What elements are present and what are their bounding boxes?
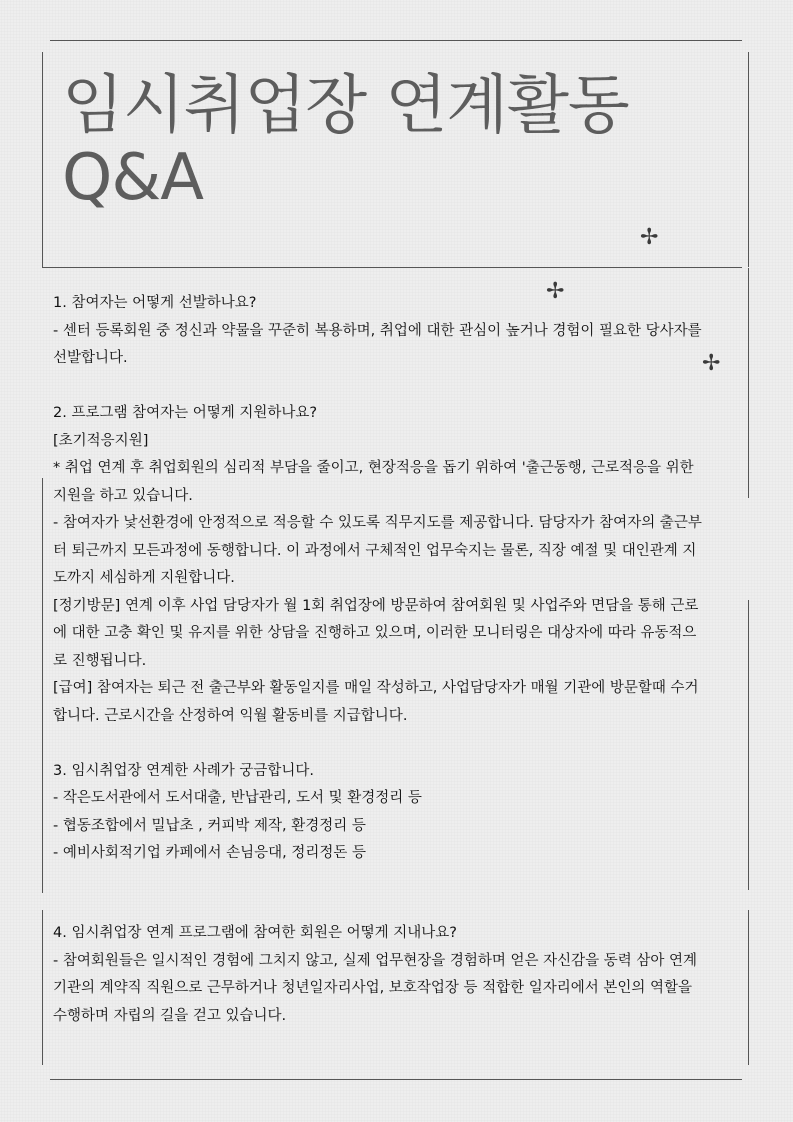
right-border-top <box>748 52 749 267</box>
text-line: 터 퇴근까지 모든과정에 동행합니다. 이 과정에서 구체적인 업무숙지는 물론, 직장 예절 및 대인관계 지 <box>53 542 697 559</box>
qa-section-1-3 <box>53 290 743 868</box>
title-divider <box>42 267 742 268</box>
title-line-1: 임시취업장 연계활동 <box>62 69 629 143</box>
text-line: 합니다. 근로시간을 산정하여 익월 활동비를 지급합니다. <box>53 707 408 724</box>
spacer <box>53 373 743 401</box>
text-line: 도까지 세심하게 지원합니다. <box>53 570 235 586</box>
text-line: 선발합니다. <box>53 350 128 366</box>
sparkle-icon: ✢ <box>702 351 721 376</box>
page-title <box>62 70 702 214</box>
text-line: 4. 임시취업장 연계 프로그램에 참여한 회원은 어떻게 지내나요? <box>53 925 457 941</box>
right-border-mid <box>748 268 749 498</box>
text-line: - 참여회원들은 일시적인 경험에 그치지 않고, 실제 업무현장을 경험하며 얻은 자신감을 동력 삼아 연계 <box>53 952 698 969</box>
title-line-2: Q&A <box>62 141 204 215</box>
text-line: [정기방문] 연계 이후 사업 담당자가 월 1회 취업장에 방문하여 참여회원 및 사업주와 면담을 통해 근로 <box>53 597 699 614</box>
text-line: 기관의 계약직 직원으로 근무하거나 청년일자리사업, 보호작업장 등 적합한 일자리에서 본인의 역할을 <box>53 980 692 996</box>
sparkle-icon: ✢ <box>546 279 565 304</box>
text-line: 수행하며 자립의 길을 걷고 있습니다. <box>53 1007 287 1024</box>
text-line: [급여] 참여자는 퇴근 전 출근부와 활동일지를 매일 작성하고, 사업담당자가 매월 기관에 방문할때 수거 <box>53 680 699 696</box>
spacer <box>53 730 743 758</box>
text-line: 에 대한 고충 확인 및 유지를 위한 상담을 진행하고 있으며, 이러한 모니터링은 대상자에 따라 유동적으 <box>53 625 697 641</box>
text-line: - 센터 등록회원 중 정신과 약물을 꾸준히 복용하며, 취업에 대한 관심이 높거나 경험이 필요한 당사자를 <box>53 322 702 339</box>
text-line: - 예비사회적기업 카페에서 손님응대, 정리정돈 등 <box>53 845 367 861</box>
sparkle-icon: ✢ <box>640 225 659 250</box>
left-border-bottom <box>42 910 43 1065</box>
left-border-top <box>42 52 43 267</box>
top-rule <box>50 40 742 41</box>
text-line: 로 진행됩니다. <box>53 652 147 669</box>
text-line: [초기적응지원] <box>53 432 149 449</box>
text-line: * 취업 연계 후 취업회원의 심리적 부담을 줄이고, 현장적응을 돕기 위하여 '출근동행, 근로적응을 위한 <box>53 460 694 476</box>
text-line: 2. 프로그램 참여자는 어떻게 지원하나요? <box>53 405 318 421</box>
qa-section-4 <box>53 920 743 1030</box>
right-border-bottom <box>748 910 749 1065</box>
text-line: 1. 참여자는 어떻게 선발하나요? <box>53 295 257 311</box>
text-line: 3. 임시취업장 연계한 사례가 궁금합니다. <box>53 762 314 779</box>
text-line: - 작은도서관에서 도서대출, 반납관리, 도서 및 환경정리 등 <box>53 790 422 806</box>
text-line: 지원을 하고 있습니다. <box>53 487 193 504</box>
text-line: - 협동조합에서 밀납초 , 커피박 제작, 환경정리 등 <box>53 817 366 834</box>
left-border-mid <box>42 478 43 893</box>
right-border-low <box>748 600 749 890</box>
text-line: - 참여자가 낯선환경에 안정적으로 적응할 수 있도록 직무지도를 제공합니다. 담당자가 참여자의 출근부 <box>53 515 702 531</box>
bottom-rule <box>50 1079 742 1080</box>
